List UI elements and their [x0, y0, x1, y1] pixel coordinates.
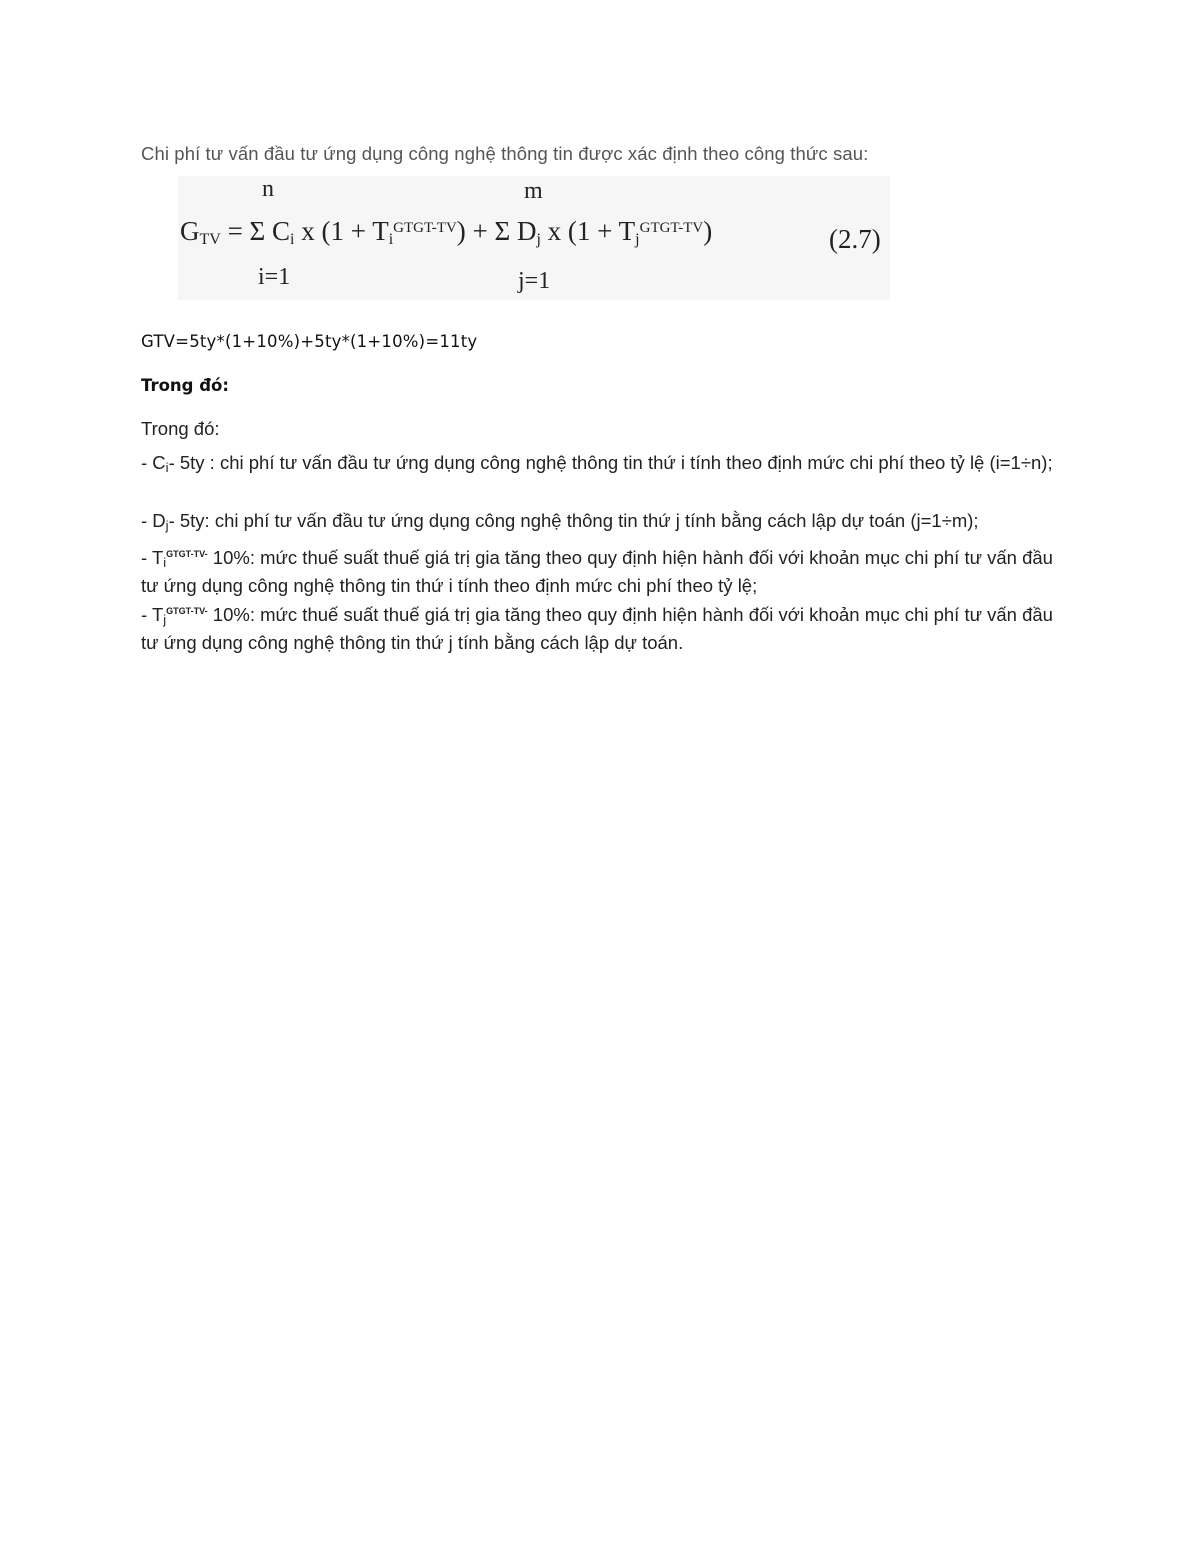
item-sup: GTGT-TV- — [166, 549, 208, 559]
sum-upper-limit-n: n — [262, 176, 274, 202]
formula-number: (2.7) — [829, 224, 881, 254]
formula-part2: x (1 + T — [294, 216, 389, 246]
definition-item-c — [141, 451, 1061, 479]
item-text: - 5ty: chi phí tư vấn đầu tư ứng dụng công nghệ thông tin thứ j tính bằng cách lập dự toán (j=1÷m); — [168, 510, 979, 531]
sum-upper-limit-m: m — [524, 178, 543, 204]
where-heading-bold: Trong đó: — [141, 376, 229, 395]
item-prefix: - T — [141, 604, 164, 625]
item-text: 10%: mức thuế suất thuế giá trị gia tăng theo quy định hiện hành đối với khoản mục chi phí tư vấn đầu tư ứng dụng công nghệ thông tin thứ j tính bằng cách lập dự toán. — [141, 604, 1053, 653]
item-sub: j — [163, 612, 167, 627]
item-text: - 5ty : chi phí tư vấn đầu tư ứng dụng công nghệ thông tin thứ i tính theo định mức chi phí theo tỷ lệ (i=1÷n); — [168, 452, 1053, 473]
formula-part5: ) — [703, 216, 713, 246]
formula-t1-sup: GTGT-TV — [393, 220, 457, 236]
definition-item-ti — [141, 543, 1061, 597]
formula-t2-sup: GTGT-TV — [639, 220, 704, 236]
formula-g: G — [180, 216, 200, 246]
intro-text: Chi phí tư vấn đầu tư ứng dụng công nghệ thông tin được xác định theo công thức sau: — [141, 143, 869, 164]
formula-c-sub: i — [290, 231, 295, 248]
item-prefix: - T — [141, 547, 164, 568]
formula-part3: ) + Σ D — [456, 216, 537, 246]
formula-part1: = Σ C — [220, 216, 291, 246]
formula-d-sub: j — [536, 231, 541, 248]
item-sub: i — [165, 460, 169, 475]
formula-equation — [180, 216, 712, 249]
item-sub: j — [165, 518, 169, 533]
sum-lower-limit-j: j=1 — [518, 268, 551, 294]
formula-g-sub: TV — [199, 231, 221, 248]
item-sup: GTGT-TV- — [166, 606, 208, 616]
item-text: 10%: mức thuế suất thuế giá trị gia tăng theo quy định hiện hành đối với khoản mục chi phí tư vấn đầu tư ứng dụng công nghệ thông tin thứ i tính theo định mức chi phí theo tỷ lệ; — [141, 547, 1053, 596]
calculation-line: GTV=5ty*(1+10%)+5ty*(1+10%)=11ty — [141, 332, 478, 351]
definition-item-d — [141, 509, 1061, 537]
sum-lower-limit-i: i=1 — [258, 264, 291, 290]
item-prefix: - D — [141, 510, 166, 531]
item-prefix: - C — [141, 452, 166, 473]
item-sub: i — [163, 555, 167, 570]
definition-item-tj — [141, 600, 1061, 654]
formula-t1-sub: i — [388, 231, 394, 248]
formula-t2-sub: j — [635, 231, 640, 248]
where-label: Trong đó: — [141, 418, 220, 439]
formula-part4: x (1 + T — [540, 216, 636, 246]
formula-image — [178, 176, 890, 300]
